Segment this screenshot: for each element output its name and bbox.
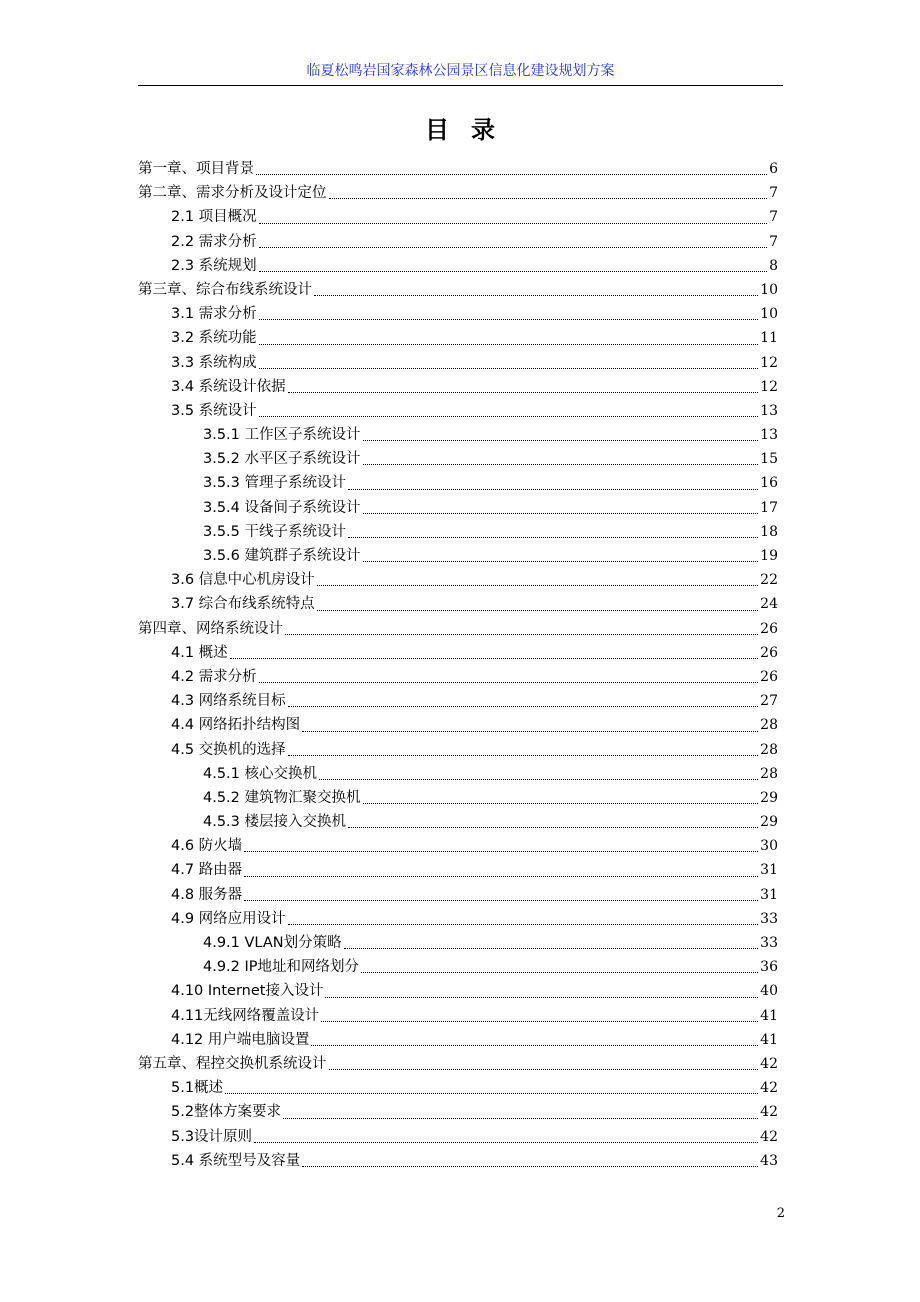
toc-entry-label: 3.5 系统设计 xyxy=(171,402,257,419)
toc-entry[interactable] xyxy=(138,254,778,278)
toc-entry-page: 18 xyxy=(760,523,778,540)
toc-entry-page: 16 xyxy=(760,475,778,492)
toc-entry-label: 3.2 系统功能 xyxy=(171,330,257,347)
toc-entry-page: 29 xyxy=(760,814,778,831)
toc-dot-leader xyxy=(288,706,759,707)
toc-dot-leader xyxy=(259,247,767,248)
toc-entry[interactable] xyxy=(138,1125,778,1149)
toc-entry[interactable] xyxy=(138,302,778,326)
toc-dot-leader xyxy=(344,948,759,949)
toc-entry[interactable] xyxy=(138,883,778,907)
toc-dot-leader xyxy=(329,1069,759,1070)
toc-entry-page: 11 xyxy=(760,330,778,347)
toc-entry[interactable] xyxy=(138,278,778,302)
toc-entry-label: 3.3 系统构成 xyxy=(171,354,257,371)
toc-dot-leader xyxy=(288,392,759,393)
toc-entry[interactable] xyxy=(138,931,778,955)
toc-entry-page: 19 xyxy=(760,548,778,564)
toc-entry-label: 3.5.5 干线子系统设计 xyxy=(203,523,347,540)
toc-entry-page: 10 xyxy=(760,306,778,323)
toc-entry-page: 36 xyxy=(760,959,778,976)
toc-entry[interactable] xyxy=(138,617,778,641)
toc-entry-page: 24 xyxy=(760,596,778,613)
toc-entry-page: 26 xyxy=(760,644,778,661)
toc-entry[interactable] xyxy=(138,786,778,810)
toc-entry-page: 42 xyxy=(760,1104,778,1121)
toc-entry-page: 13 xyxy=(760,427,778,444)
toc-entry-page: 12 xyxy=(760,354,778,371)
running-header: 临夏松鸣岩国家森林公园景区信息化建设规划方案 xyxy=(306,63,615,79)
toc-dot-leader xyxy=(285,634,758,635)
toc-dot-leader xyxy=(348,537,758,538)
toc-entry-label: 第二章、需求分析及设计定位 xyxy=(138,185,327,202)
toc-entry[interactable] xyxy=(138,907,778,931)
toc-entry[interactable] xyxy=(138,520,778,544)
toc-entry-label: 第三章、综合布线系统设计 xyxy=(138,281,312,298)
toc-entry[interactable] xyxy=(138,738,778,762)
toc-dot-leader xyxy=(254,1142,758,1143)
toc-entry[interactable] xyxy=(138,375,778,399)
toc-entry[interactable] xyxy=(138,1004,778,1028)
toc-entry-page: 7 xyxy=(769,233,778,250)
toc-entry-label: 4.5.2 建筑物汇聚交换机 xyxy=(203,789,361,806)
toc-entry-label: 3.6 信息中心机房设计 xyxy=(171,572,315,589)
toc-dot-leader xyxy=(325,997,758,998)
toc-dot-leader xyxy=(363,803,759,804)
toc-dot-leader xyxy=(244,851,758,852)
toc-entry-page: 33 xyxy=(760,935,778,951)
toc-entry[interactable] xyxy=(138,326,778,350)
toc-entry[interactable] xyxy=(138,689,778,713)
toc-entry-page: 7 xyxy=(769,209,778,226)
toc-entry-label: 4.11无线网络覆盖设计 xyxy=(171,1007,320,1024)
toc-entry-page: 42 xyxy=(760,1055,778,1072)
toc-entry-label: 3.5.4 设备间子系统设计 xyxy=(203,499,361,516)
toc-dot-leader xyxy=(244,876,758,877)
toc-entry-label: 2.1 项目概况 xyxy=(171,209,257,226)
toc-entry[interactable] xyxy=(138,181,778,205)
toc-entry[interactable] xyxy=(138,1076,778,1100)
toc-entry-label: 4.10 Internet接入设计 xyxy=(171,983,324,1000)
toc-entry-page: 13 xyxy=(760,402,778,419)
toc-entry[interactable] xyxy=(138,205,778,229)
toc-entry-label: 5.3设计原则 xyxy=(171,1128,253,1145)
toc-dot-leader xyxy=(256,174,767,175)
toc-dot-leader xyxy=(259,271,767,272)
toc-entry-label: 3.5.1 工作区子系统设计 xyxy=(203,427,361,444)
toc-entry-label: 3.5.6 建筑群子系统设计 xyxy=(203,548,361,564)
toc-dot-leader xyxy=(314,295,758,296)
toc-entry[interactable] xyxy=(138,1052,778,1076)
toc-entry-page: 28 xyxy=(760,741,778,758)
toc-entry[interactable] xyxy=(138,544,778,568)
toc-entry-page: 6 xyxy=(769,161,778,177)
toc-entry-page: 15 xyxy=(760,451,778,468)
toc-entry-page: 8 xyxy=(769,257,778,274)
toc-entry-label: 4.9.1 VLAN划分策略 xyxy=(203,935,342,951)
toc-entry-label: 3.5.2 水平区子系统设计 xyxy=(203,451,361,468)
toc-entry[interactable] xyxy=(138,423,778,447)
toc-entry-page: 7 xyxy=(769,185,778,202)
toc-entry[interactable] xyxy=(138,979,778,1003)
page-number: 2 xyxy=(776,1206,785,1221)
toc-entry-page: 10 xyxy=(760,281,778,298)
toc-entry[interactable] xyxy=(138,157,778,181)
toc-entry[interactable] xyxy=(138,641,778,665)
toc-dot-leader xyxy=(259,416,759,417)
toc-entry-label: 第四章、网络系统设计 xyxy=(138,620,283,637)
toc-entry-label: 4.4 网络拓扑结构图 xyxy=(171,717,301,734)
toc-entry-page: 22 xyxy=(760,572,778,589)
toc-entry-page: 17 xyxy=(760,499,778,516)
toc-dot-leader xyxy=(363,561,759,562)
toc-entry-page: 33 xyxy=(760,910,778,927)
toc-dot-leader xyxy=(317,585,759,586)
toc-entry-page: 28 xyxy=(760,717,778,734)
toc-dot-leader xyxy=(317,610,759,611)
toc-dot-leader xyxy=(348,489,758,490)
toc-entry-page: 41 xyxy=(760,1031,778,1048)
toc-entry[interactable] xyxy=(138,1028,778,1052)
toc-entry[interactable] xyxy=(138,471,778,495)
toc-entry[interactable] xyxy=(138,810,778,834)
toc-dot-leader xyxy=(348,827,758,828)
toc-dot-leader xyxy=(319,779,758,780)
toc-dot-leader xyxy=(329,198,768,199)
toc-entry-page: 26 xyxy=(760,668,778,685)
toc-entry-page: 40 xyxy=(760,983,778,1000)
toc-dot-leader xyxy=(259,368,759,369)
toc-dot-leader xyxy=(302,731,758,732)
toc-dot-leader xyxy=(363,440,759,441)
toc-entry-label: 4.8 服务器 xyxy=(171,886,243,903)
table-of-contents xyxy=(138,157,778,1173)
toc-dot-leader xyxy=(244,900,758,901)
toc-entry-page: 27 xyxy=(760,693,778,710)
toc-dot-leader xyxy=(259,682,759,683)
toc-dot-leader xyxy=(283,1118,758,1119)
toc-entry-page: 31 xyxy=(760,886,778,903)
toc-title: 目录 xyxy=(425,116,517,144)
toc-entry[interactable] xyxy=(138,1100,778,1124)
toc-entry-label: 3.7 综合布线系统特点 xyxy=(171,596,315,613)
toc-entry-page: 26 xyxy=(760,620,778,637)
toc-entry-label: 4.6 防火墙 xyxy=(171,838,243,855)
toc-entry-label: 4.9.2 IP地址和网络划分 xyxy=(203,959,360,976)
toc-entry-label: 第五章、程控交换机系统设计 xyxy=(138,1055,327,1072)
toc-dot-leader xyxy=(361,972,758,973)
toc-entry[interactable] xyxy=(138,834,778,858)
toc-entry-label: 4.12 用户端电脑设置 xyxy=(171,1031,310,1048)
toc-entry-page: 31 xyxy=(760,862,778,879)
toc-entry-label: 4.1 概述 xyxy=(171,644,228,661)
toc-entry[interactable] xyxy=(138,568,778,592)
toc-entry-label: 4.7 路由器 xyxy=(171,862,243,879)
toc-entry-label: 5.1概述 xyxy=(171,1080,224,1097)
toc-entry-page: 28 xyxy=(760,765,778,782)
toc-entry[interactable] xyxy=(138,713,778,737)
toc-entry[interactable] xyxy=(138,399,778,423)
toc-entry-label: 4.5 交换机的选择 xyxy=(171,741,286,758)
toc-entry-label: 4.9 网络应用设计 xyxy=(171,910,286,927)
toc-entry[interactable] xyxy=(138,447,778,471)
toc-dot-leader xyxy=(259,344,759,345)
toc-entry[interactable] xyxy=(138,1149,778,1173)
toc-entry-page: 41 xyxy=(760,1007,778,1024)
toc-dot-leader xyxy=(302,1166,758,1167)
toc-dot-leader xyxy=(259,319,759,320)
toc-dot-leader xyxy=(363,464,759,465)
toc-entry-label: 4.5.3 楼层接入交换机 xyxy=(203,814,347,831)
toc-entry-label: 5.4 系统型号及容量 xyxy=(171,1152,301,1169)
header-rule xyxy=(138,85,783,86)
toc-entry-label: 第一章、项目背景 xyxy=(138,161,254,177)
toc-entry[interactable] xyxy=(138,230,778,254)
toc-entry-page: 30 xyxy=(760,838,778,855)
toc-entry-page: 42 xyxy=(760,1128,778,1145)
toc-dot-leader xyxy=(288,924,759,925)
toc-entry[interactable] xyxy=(138,592,778,616)
toc-dot-leader xyxy=(311,1045,758,1046)
toc-dot-leader xyxy=(321,1021,758,1022)
toc-entry[interactable] xyxy=(138,496,778,520)
toc-dot-leader xyxy=(225,1093,758,1094)
toc-entry[interactable] xyxy=(138,858,778,882)
toc-entry-page: 42 xyxy=(760,1080,778,1097)
toc-entry-page: 43 xyxy=(760,1152,778,1169)
toc-entry[interactable] xyxy=(138,665,778,689)
toc-entry-page: 29 xyxy=(760,789,778,806)
toc-dot-leader xyxy=(288,755,759,756)
toc-entry[interactable] xyxy=(138,762,778,786)
toc-entry-label: 2.3 系统规划 xyxy=(171,257,257,274)
toc-entry-label: 4.5.1 核心交换机 xyxy=(203,765,318,782)
toc-entry-page: 12 xyxy=(760,378,778,395)
toc-entry[interactable] xyxy=(138,351,778,375)
toc-entry-label: 2.2 需求分析 xyxy=(171,233,257,250)
toc-dot-leader xyxy=(259,223,767,224)
toc-entry-label: 3.4 系统设计依据 xyxy=(171,378,286,395)
toc-entry-label: 3.1 需求分析 xyxy=(171,306,257,323)
toc-entry-label: 4.2 需求分析 xyxy=(171,668,257,685)
toc-entry-label: 4.3 网络系统目标 xyxy=(171,693,286,710)
toc-entry-label: 3.5.3 管理子系统设计 xyxy=(203,475,347,492)
toc-entry-label: 5.2整体方案要求 xyxy=(171,1104,282,1121)
toc-dot-leader xyxy=(230,658,759,659)
toc-entry[interactable] xyxy=(138,955,778,979)
toc-dot-leader xyxy=(363,513,759,514)
